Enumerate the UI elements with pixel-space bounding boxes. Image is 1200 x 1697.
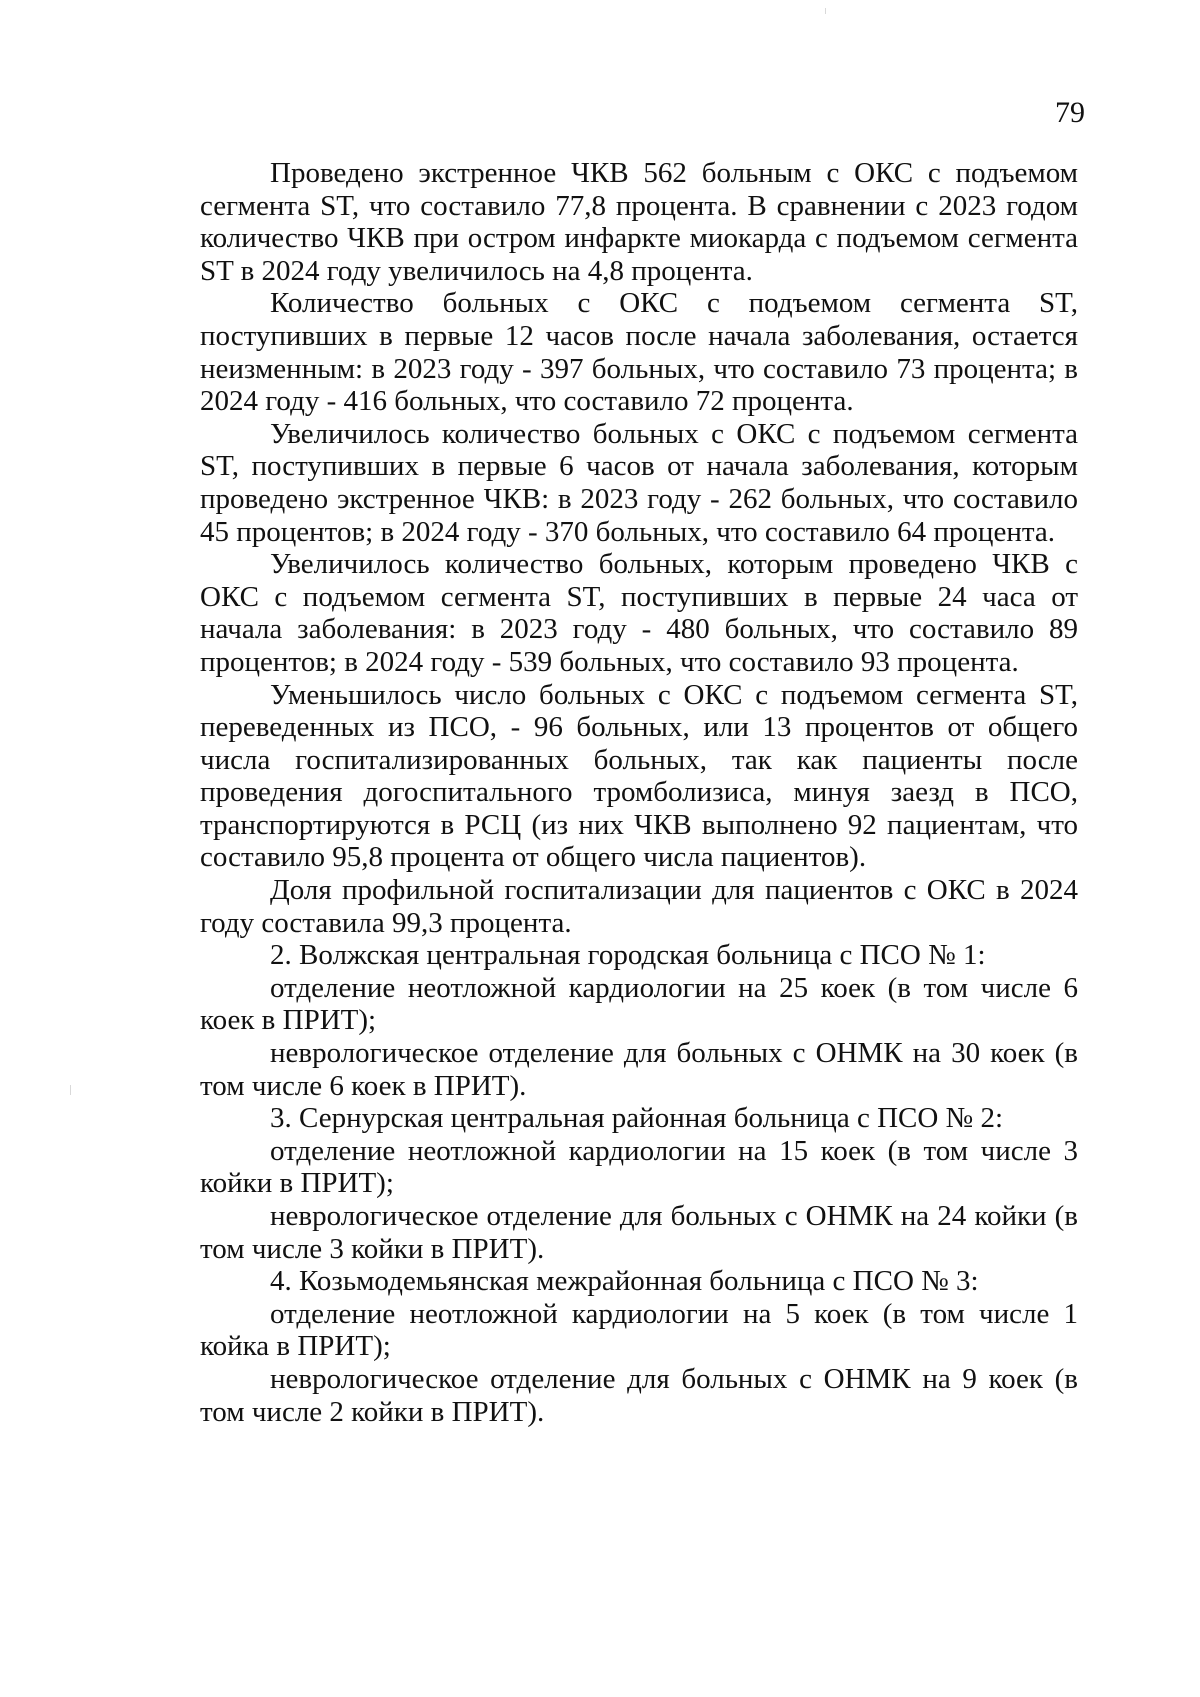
paragraph-24-hours: Увеличилось количество больных, которым проведено ЧКВ с ОКС с подъемом сегмента ST, поступивших в первые 24 часа от начала заболевания: в 2023 году - 480 больных, что составило 89 процентов; в 2024 году - 539 больных, что составило 93 процента. — [200, 548, 1078, 678]
paragraph-transfers: Уменьшилось число больных с ОКС с подъемом сегмента ST, переведенных из ПСО, - 96 больных, или 13 процентов от общего числа госпитализированных больных, так как пациенты после проведения догоспитального тромболизиса, минуя заезд в ПСО, транспортируются в РСЦ (из них ЧКВ выполнено 92 пациентам, что составило 95,8 процента от общего числа пациентов). — [200, 678, 1078, 874]
paragraph-pci-summary: Проведено экстренное ЧКВ 562 больным с ОКС с подъемом сегмента ST, что составило 77,8 процента. В сравнении с 2023 годом количество ЧКВ при остром инфаркте миокарда с подъемом сегмента ST в 2024 году увеличилось на 4,8 процента. — [200, 157, 1078, 287]
hospital-heading-kozmodemyansk: 4. Козьмодемьянская межрайонная больница с ПСО № 3: — [270, 1265, 979, 1298]
paragraph-12-hours: Количество больных с ОКС с подъемом сегмента ST, поступивших в первые 12 часов после начала заболевания, остается неизменным: в 2023 году - 397 больных, что составило 73 процента; в 2024 году - 416 больных, что составило 72 процента. — [200, 287, 1078, 418]
hospital-heading-volzhsk: 2. Волжская центральная городская больница с ПСО № 1: — [270, 939, 986, 972]
neurology-department-volzhsk: неврологическое отделение для больных с ОНМК на 30 коек (в том числе 6 коек в ПРИТ). — [200, 1037, 1078, 1102]
scan-mark — [70, 1085, 71, 1095]
paragraph-profile-hospitalization: Доля профильной госпитализации для пациентов с ОКС в 2024 году составила 99,3 процента. — [200, 874, 1078, 939]
scan-mark — [825, 8, 826, 14]
cardiology-department-kozmodemyansk: отделение неотложной кардиологии на 5 коек (в том числе 1 койка в ПРИТ); — [200, 1297, 1078, 1363]
page-number: 79 — [1055, 96, 1085, 129]
neurology-department-sernur: неврологическое отделение для больных с ОНМК на 24 койки (в том числе 3 койки в ПРИТ). — [200, 1200, 1078, 1265]
paragraph-6-hours: Увеличилось количество больных с ОКС с подъемом сегмента ST, поступивших в первые 6 часов от начала заболевания, которым проведено экстренное ЧКВ: в 2023 году - 262 больных, что составило 45 процентов; в 2024 году - 370 больных, что составило 64 процента. — [200, 417, 1078, 548]
cardiology-department-volzhsk: отделение неотложной кардиологии на 25 коек (в том числе 6 коек в ПРИТ); — [200, 971, 1078, 1037]
hospital-heading-sernur: 3. Сернурская центральная районная больница с ПСО № 2: — [270, 1102, 1004, 1135]
document-body — [200, 157, 1078, 1428]
neurology-department-kozmodemyansk: неврологическое отделение для больных с ОНМК на 9 коек (в том числе 2 койки в ПРИТ). — [200, 1362, 1078, 1428]
cardiology-department-sernur: отделение неотложной кардиологии на 15 коек (в том числе 3 койки в ПРИТ); — [200, 1134, 1078, 1200]
